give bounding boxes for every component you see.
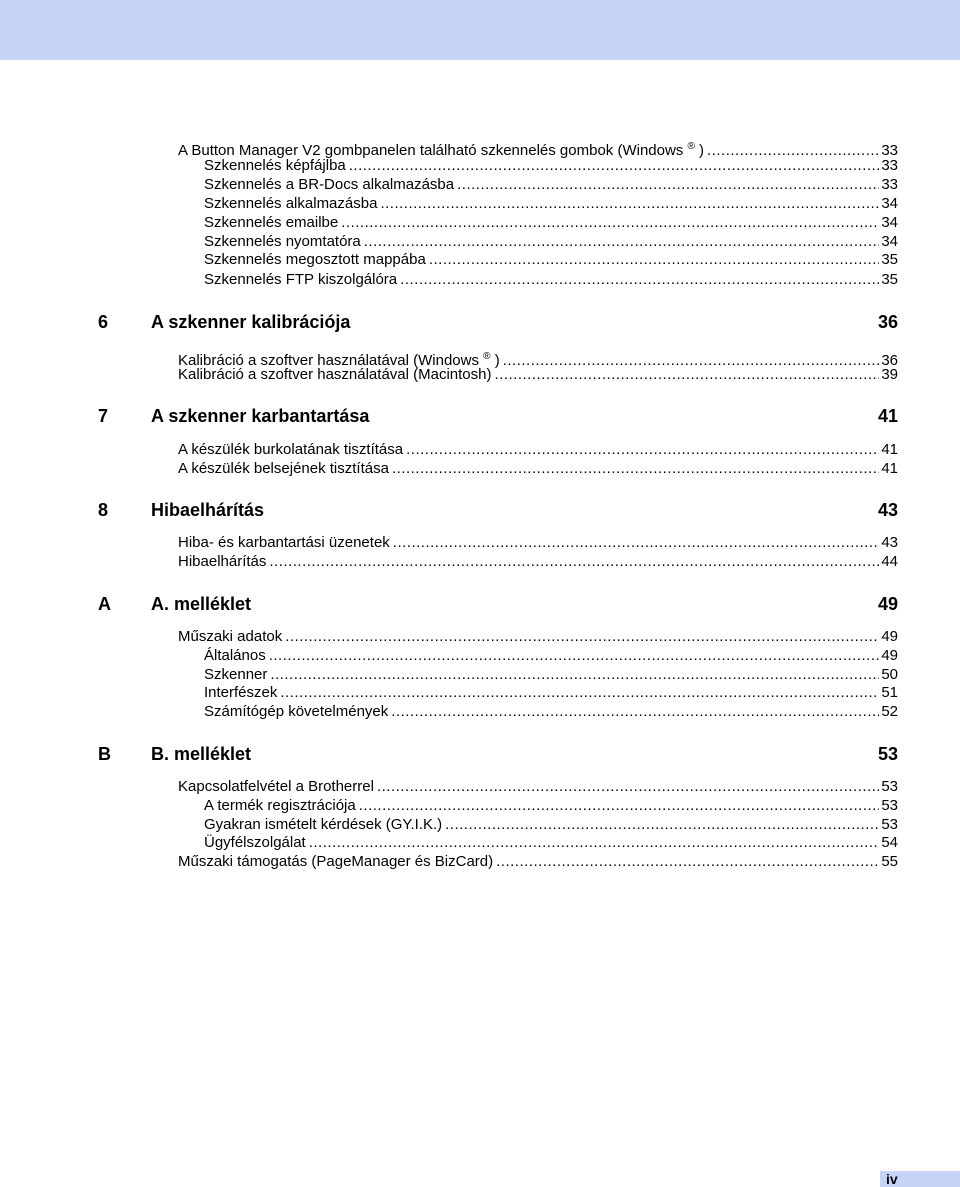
dot-leader [269, 647, 880, 665]
chapter-page-number: 41 [877, 406, 898, 426]
toc-entry[interactable] [204, 214, 898, 232]
dot-leader [280, 684, 879, 702]
toc-entry[interactable] [178, 534, 898, 552]
toc-page-number: 36 [881, 352, 898, 369]
toc-entry-title: Kalibráció a szoftver használatával (Windows ® ) [178, 351, 500, 369]
dot-leader [380, 195, 879, 213]
dot-leader [341, 214, 879, 232]
chapter-heading[interactable] [98, 499, 898, 521]
toc-entry-title: Műszaki adatok [178, 628, 283, 645]
toc-entry-title: Műszaki támogatás (PageManager és BizCard) [178, 853, 494, 870]
dot-leader [494, 366, 879, 384]
toc-entry-title: Hibaelhárítás [178, 553, 267, 570]
chapter-page-number: 49 [877, 594, 898, 614]
toc-page-number: 51 [881, 684, 898, 701]
toc-entry[interactable] [204, 195, 898, 213]
dot-leader [392, 460, 879, 478]
toc-entry[interactable] [204, 271, 898, 289]
toc-entry-title: Hiba- és karbantartási üzenetek [178, 534, 390, 551]
toc-page-number: 34 [881, 233, 898, 250]
toc-entry-title: Szkennelés képfájlba [204, 157, 346, 174]
toc-page-number: 43 [881, 534, 898, 551]
toc-entry-title: Szkenner [204, 666, 268, 683]
dot-leader [364, 233, 880, 251]
toc-entry[interactable] [178, 628, 898, 646]
toc-entry[interactable] [204, 797, 898, 815]
registered-mark: ® [687, 141, 695, 152]
toc-entry-title: A Button Manager V2 gombpanelen található szkennelés gombok (Windows ® ) [178, 141, 705, 159]
toc-page-number: 41 [881, 441, 898, 458]
toc-entry[interactable] [204, 647, 898, 665]
toc-page-number: 55 [881, 853, 898, 870]
chapter-heading[interactable] [98, 743, 898, 765]
chapter-page-number: 53 [877, 744, 898, 764]
toc-entry-title: A készülék burkolatának tisztítása [178, 441, 404, 458]
toc-entry-title: Interfészek [204, 684, 278, 701]
toc-page-number: 50 [881, 666, 898, 683]
dot-leader [270, 666, 879, 684]
toc-entry-title: Számítógép követelmények [204, 703, 389, 720]
dot-leader [406, 441, 879, 459]
dot-leader [391, 703, 879, 721]
toc-entry-title: Szkennelés emailbe [204, 214, 339, 231]
toc-entry[interactable] [178, 366, 898, 384]
dot-leader [349, 157, 880, 175]
toc-entry-title: Ügyfélszolgálat [204, 834, 306, 851]
toc-page-number: 34 [881, 214, 898, 231]
toc-page-number: 33 [881, 142, 898, 159]
chapter-heading[interactable] [98, 593, 898, 615]
toc-page-number: 54 [881, 834, 898, 851]
toc-entry[interactable] [204, 816, 898, 834]
chapter-title: A szkenner karbantartása [151, 406, 370, 426]
toc-entry-title: Szkennelés a BR-Docs alkalmazásba [204, 176, 455, 193]
toc-entry[interactable] [204, 157, 898, 175]
toc-entry-title: A készülék belsejének tisztítása [178, 460, 389, 477]
toc-page-number: 33 [881, 157, 898, 174]
toc-entry-title: A termék regisztrációja [204, 797, 356, 814]
registered-mark: ® [483, 351, 491, 362]
toc-entry-title: Szkennelés nyomtatóra [204, 233, 361, 250]
toc-page-number: 33 [881, 176, 898, 193]
chapter-page-number: 43 [877, 500, 898, 520]
toc-entry[interactable] [178, 853, 898, 871]
toc-entry[interactable] [178, 460, 898, 478]
toc-page-number: 52 [881, 703, 898, 720]
dot-leader [393, 534, 880, 552]
toc-entry-title: Kalibráció a szoftver használatával (Macintosh) [178, 366, 492, 383]
toc-page-number: 49 [881, 628, 898, 645]
toc-entry-title: Szkennelés alkalmazásba [204, 195, 378, 212]
toc-page-number: 53 [881, 778, 898, 795]
chapter-heading[interactable] [98, 405, 898, 427]
dot-leader [309, 834, 880, 852]
toc-entry[interactable] [204, 666, 898, 684]
toc-entry[interactable] [204, 251, 898, 269]
toc-entry[interactable] [204, 233, 898, 251]
toc-entry-title: Szkennelés megosztott mappába [204, 251, 426, 268]
toc-entry-title: Szkennelés FTP kiszolgálóra [204, 271, 398, 288]
chapter-title: Hibaelhárítás [151, 500, 265, 520]
dot-leader [359, 797, 880, 815]
dot-leader [269, 553, 879, 571]
toc-page-number: 44 [881, 553, 898, 570]
chapter-number: B [98, 744, 111, 764]
toc-entry[interactable] [178, 441, 898, 459]
toc-entry[interactable] [204, 176, 898, 194]
toc-entry-title: Gyakran ismételt kérdések (GY.I.K.) [204, 816, 443, 833]
toc-page-number: 53 [881, 816, 898, 833]
toc-page-number: 49 [881, 647, 898, 664]
chapter-heading[interactable] [98, 311, 898, 333]
toc-page-number: 35 [881, 251, 898, 268]
chapter-title: B. melléklet [151, 744, 252, 764]
dot-leader [457, 176, 879, 194]
chapter-number: 7 [98, 406, 109, 426]
chapter-number: 8 [98, 500, 109, 520]
toc-page-number: 53 [881, 797, 898, 814]
toc-page-number: 35 [881, 271, 898, 288]
dot-leader [400, 271, 879, 289]
dot-leader [429, 251, 880, 269]
chapter-title: A. melléklet [151, 594, 252, 614]
dot-leader [496, 853, 879, 871]
toc-entry[interactable] [204, 684, 898, 702]
toc-entry[interactable] [204, 703, 898, 721]
dot-leader [445, 816, 879, 834]
toc-entry[interactable] [204, 834, 898, 852]
toc-entry-title: Általános [204, 647, 266, 664]
chapter-page-number: 36 [877, 312, 898, 332]
dot-leader [377, 778, 879, 796]
toc-entry[interactable] [178, 553, 898, 571]
toc-page-number: 41 [881, 460, 898, 477]
dot-leader [285, 628, 879, 646]
chapter-number: 6 [98, 312, 109, 332]
toc-entry-title: Kapcsolatfelvétel a Brotherrel [178, 778, 374, 795]
toc-entry[interactable] [178, 778, 898, 796]
page-number: iv [886, 1171, 898, 1187]
toc-page-number: 39 [881, 366, 898, 383]
chapter-title: A szkenner kalibrációja [151, 312, 351, 332]
chapter-number: A [98, 594, 111, 614]
toc-page-number: 34 [881, 195, 898, 212]
